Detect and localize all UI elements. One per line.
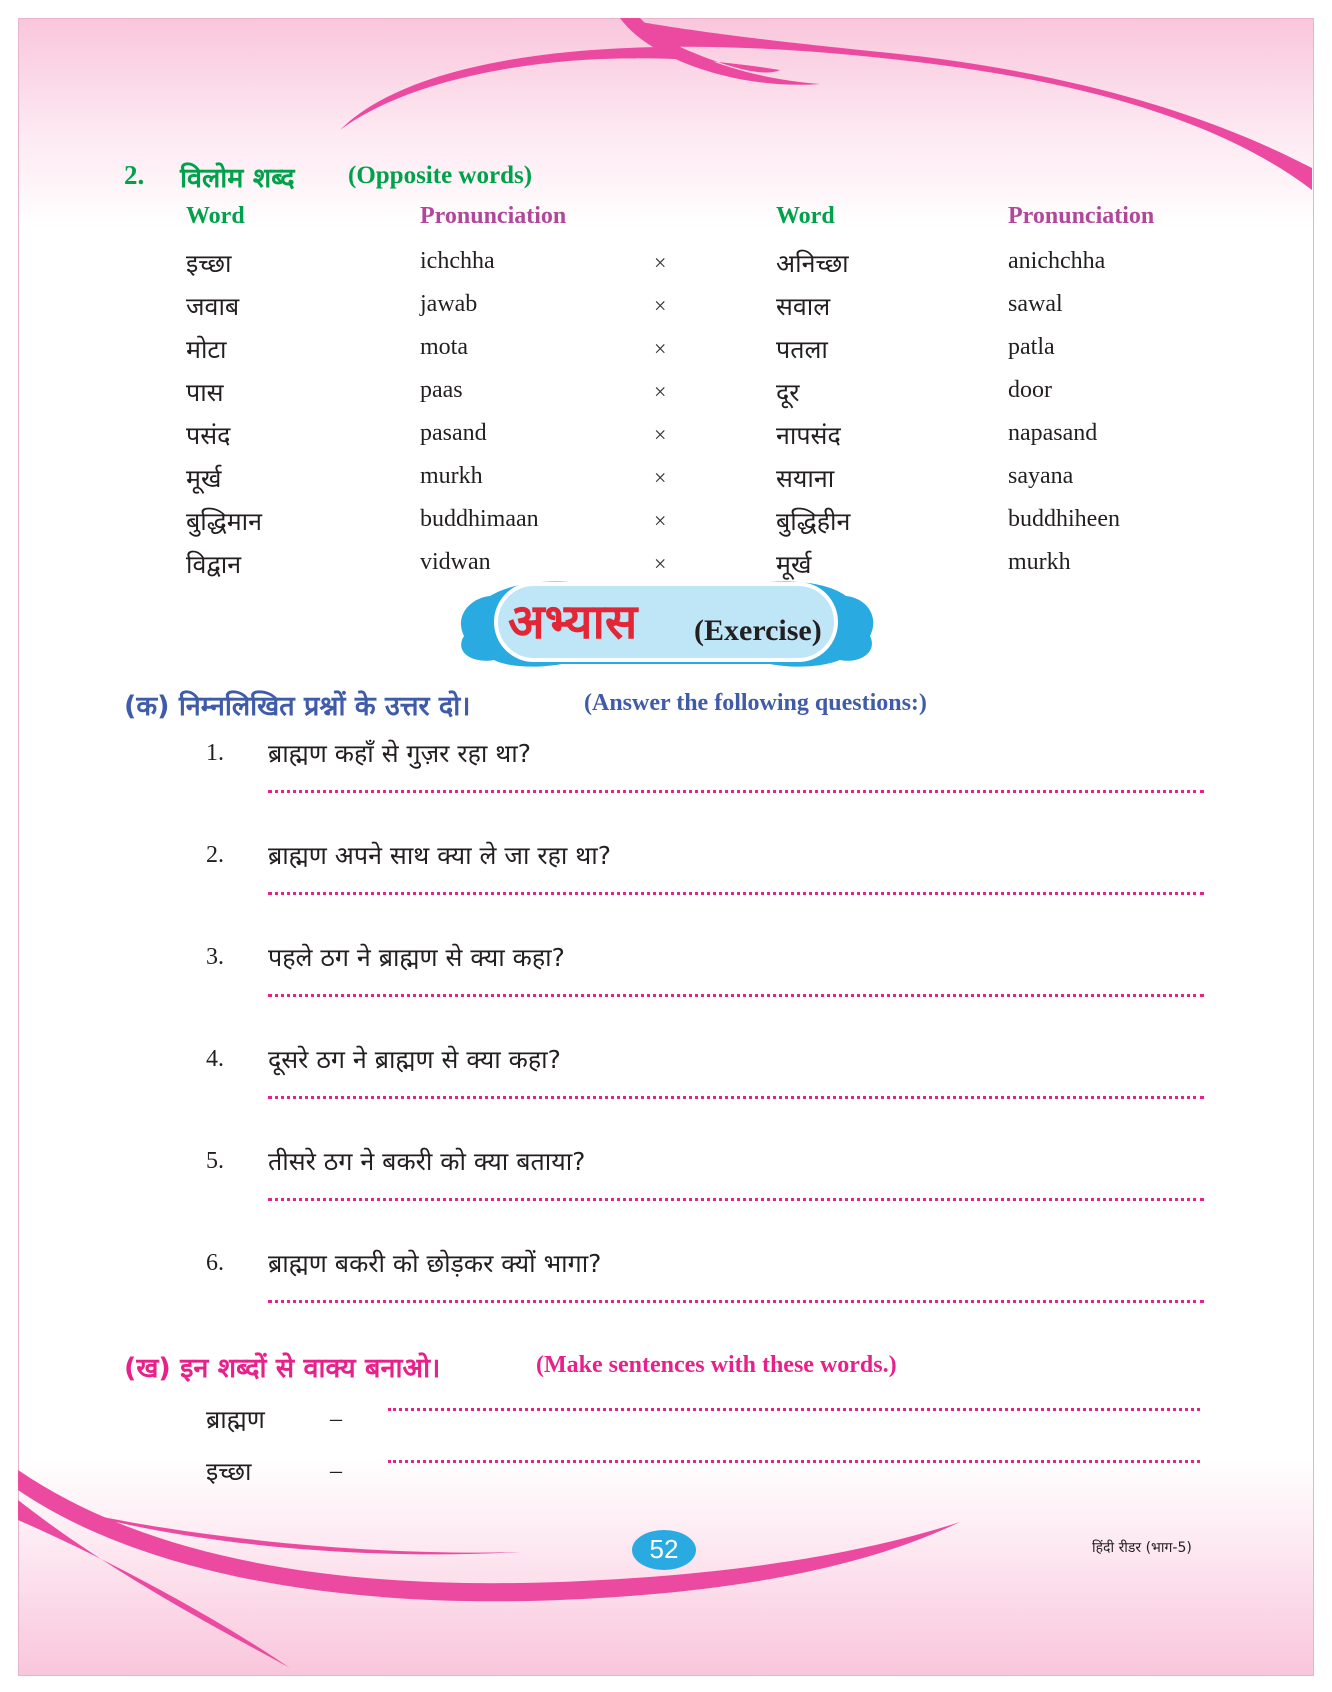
answer-line[interactable]: [268, 1198, 1204, 1201]
question-text: दूसरे ठग ने ब्राह्मण से क्या कहा?: [268, 1045, 561, 1074]
times-icon: ×: [654, 422, 667, 447]
header-word-left: Word: [186, 203, 245, 229]
times-icon: ×: [654, 551, 667, 576]
opposite-row: [0, 375, 1332, 415]
question-number: 1.: [206, 740, 224, 766]
pronunciation: mota: [420, 334, 468, 360]
times-icon: ×: [654, 250, 667, 275]
header-pronunciation-left: Pronunciation: [420, 203, 567, 229]
section-2-title-english: (Opposite words): [348, 162, 533, 189]
sentence-line[interactable]: [388, 1460, 1200, 1463]
section-b-title-hindi: (ख) इन शब्दों से वाक्य बनाओ।: [124, 1353, 441, 1384]
answer-line[interactable]: [268, 1300, 1204, 1303]
header-word-right: Word: [776, 203, 835, 229]
opposite-word: मूर्ख: [776, 550, 812, 579]
dash: –: [330, 1458, 342, 1484]
exercise-title-english: (Exercise): [694, 614, 822, 647]
pronunciation: pasand: [420, 420, 487, 446]
question-text: ब्राह्मण कहाँ से गुज़र रहा था?: [268, 739, 531, 768]
word: बुद्धिमान: [186, 507, 263, 536]
header-pronunciation-right: Pronunciation: [1008, 203, 1155, 229]
section-2-title-hindi: विलोम शब्द: [180, 163, 295, 194]
section-a-title-hindi: (क) निम्नलिखित प्रश्नों के उत्तर दो।: [124, 691, 471, 722]
opposite-word: दूर: [776, 378, 800, 407]
opposite-row: [0, 246, 1332, 286]
sentence-line[interactable]: [388, 1408, 1200, 1411]
sentence-word: इच्छा: [206, 1457, 252, 1486]
dash: –: [330, 1406, 342, 1432]
question-text: तीसरे ठग ने बकरी को क्या बताया?: [268, 1147, 586, 1176]
opposite-word: नापसंद: [776, 421, 841, 450]
book-title-footer: हिंदी रीडर (भाग-5): [1092, 1540, 1192, 1556]
pronunciation: buddhimaan: [420, 506, 539, 532]
times-icon: ×: [654, 508, 667, 533]
question-number: 3.: [206, 944, 224, 970]
question-number: 4.: [206, 1046, 224, 1072]
question-text: ब्राह्मण अपने साथ क्या ले जा रहा था?: [268, 841, 612, 870]
answer-line[interactable]: [268, 790, 1204, 793]
word: जवाब: [186, 292, 240, 321]
pronunciation: ichchha: [420, 248, 495, 274]
times-icon: ×: [654, 336, 667, 361]
opposite-row: [0, 332, 1332, 372]
opposite-word: पतला: [776, 335, 828, 364]
opposite-row: [0, 418, 1332, 458]
pronunciation: paas: [420, 377, 463, 403]
opposite-word: बुद्धिहीन: [776, 507, 851, 536]
times-icon: ×: [654, 465, 667, 490]
word: मोटा: [186, 335, 227, 364]
opposite-pronunciation: murkh: [1008, 549, 1071, 575]
section-a-title-english: (Answer the following questions:): [584, 690, 927, 716]
question-number: 5.: [206, 1148, 224, 1174]
opposite-pronunciation: buddhiheen: [1008, 506, 1120, 532]
opposite-pronunciation: door: [1008, 377, 1052, 403]
word: पसंद: [186, 421, 231, 450]
times-icon: ×: [654, 379, 667, 404]
opposite-pronunciation: anichchha: [1008, 248, 1106, 274]
question-number: 6.: [206, 1250, 224, 1276]
times-icon: ×: [654, 293, 667, 318]
question-text: पहले ठग ने ब्राह्मण से क्या कहा?: [268, 943, 565, 972]
answer-line[interactable]: [268, 994, 1204, 997]
opposite-word: सयाना: [776, 464, 835, 493]
section-2-number: 2.: [124, 160, 145, 190]
question-text: ब्राह्मण बकरी को छोड़कर क्यों भागा?: [268, 1249, 602, 1278]
opposite-pronunciation: patla: [1008, 334, 1055, 360]
exercise-title-hindi: अभ्यास: [508, 594, 638, 650]
word: मूर्ख: [186, 464, 222, 493]
pronunciation: murkh: [420, 463, 483, 489]
word: पास: [186, 378, 224, 407]
pronunciation: vidwan: [420, 549, 491, 575]
bottom-swoosh-tail: [18, 1500, 290, 1668]
opposite-row: [0, 461, 1332, 501]
opposite-row: [0, 504, 1332, 544]
opposite-pronunciation: sayana: [1008, 463, 1074, 489]
word: विद्वान: [186, 550, 242, 579]
page-number: 52: [649, 1534, 679, 1564]
opposite-pronunciation: sawal: [1008, 291, 1063, 317]
opposite-word: अनिच्छा: [776, 249, 849, 278]
opposite-row: [0, 289, 1332, 329]
section-b-title-english: (Make sentences with these words.): [536, 1352, 897, 1378]
pronunciation: jawab: [420, 291, 478, 317]
sentence-word: ब्राह्मण: [206, 1405, 265, 1434]
word: इच्छा: [186, 249, 232, 278]
opposite-pronunciation: napasand: [1008, 420, 1098, 446]
question-number: 2.: [206, 842, 224, 868]
answer-line[interactable]: [268, 892, 1204, 895]
opposite-word: सवाल: [776, 292, 831, 321]
answer-line[interactable]: [268, 1096, 1204, 1099]
bottom-swoosh: [18, 1470, 960, 1601]
